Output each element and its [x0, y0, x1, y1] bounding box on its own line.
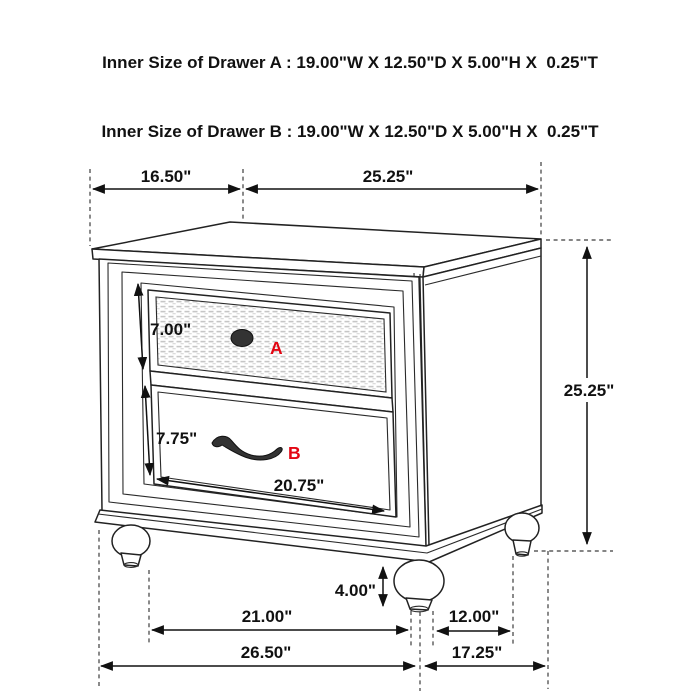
dim-label: 7.00": [150, 320, 192, 339]
dim-label: 21.00": [241, 607, 293, 626]
dim-label: 16.50": [140, 167, 192, 186]
dim-overall-depth: [425, 643, 545, 666]
drawer-a-label: A: [270, 338, 283, 358]
drawer-a-size-text: Inner Size of Drawer A : 19.00"W X 12.50"D X 5.00"H X 0.25"T: [102, 53, 598, 72]
dim-label: 26.50": [240, 643, 292, 662]
dim-top-left-span: [93, 167, 240, 189]
dim-label: 4.00": [334, 581, 376, 600]
dim-leg-height: [335, 567, 383, 606]
dim-side-leg-spacing: [437, 607, 510, 631]
nightstand: [92, 222, 542, 612]
dim-label: 12.00": [448, 607, 500, 626]
dim-label: 20.75": [273, 476, 325, 495]
leg-br-bun: [505, 513, 539, 543]
leg-fl-bun: [112, 525, 150, 557]
leg-back-right: [505, 513, 539, 556]
dim-overall-width: [101, 643, 415, 666]
leg-front-left: [112, 525, 150, 567]
dim-label: 25.25": [563, 381, 615, 400]
leg-fc-bun: [394, 560, 444, 602]
side-panel-right: [423, 248, 541, 546]
dim-front-leg-spacing: [152, 607, 408, 630]
dim-top-right-span: [246, 167, 538, 189]
dim-label: 7.75": [156, 429, 198, 448]
dim-label: 25.25": [362, 167, 414, 186]
dim-label: 17.25": [451, 643, 503, 662]
leg-br-foot: [513, 540, 531, 555]
leg-front-center: [394, 560, 444, 612]
drawer-a-knob-icon: [231, 330, 253, 347]
drawer-b-label: B: [288, 443, 301, 463]
drawer-b-size-text: Inner Size of Drawer B : 19.00"W X 12.50"D X 5.00"H X 0.25"T: [101, 122, 599, 141]
dim-overall-height: [556, 247, 622, 544]
